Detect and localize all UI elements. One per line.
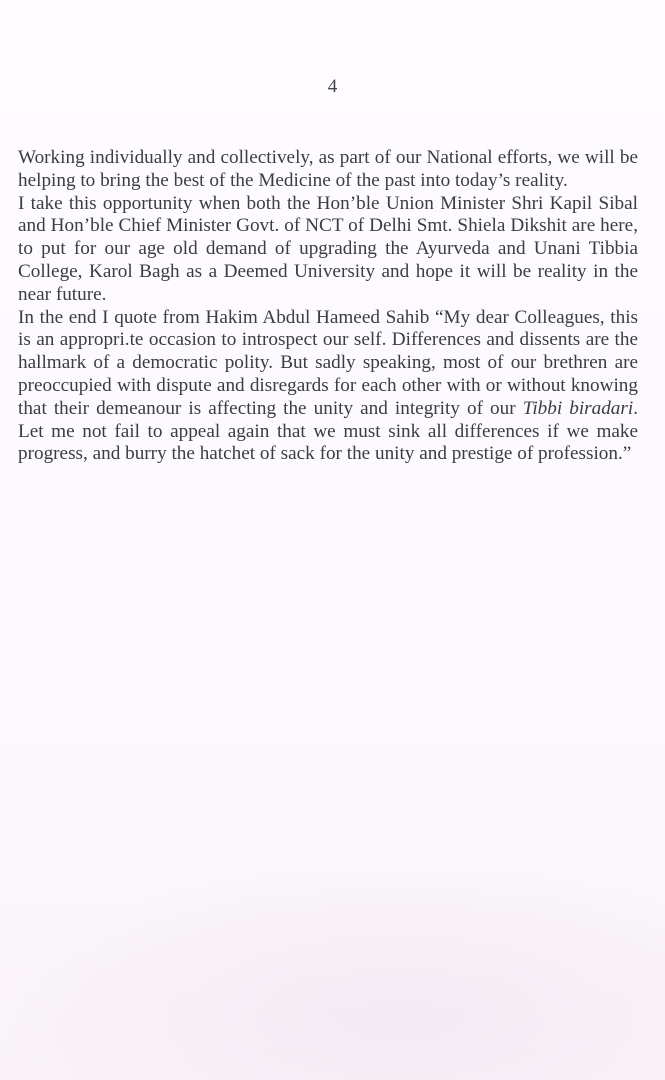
paragraph-3 bbox=[18, 307, 638, 467]
page-number: 4 bbox=[327, 76, 338, 97]
paragraph-1: Working individually and collectively, as part of our National efforts, we will be helping to bring the best of the Medicine of the past into today’s reality. bbox=[18, 147, 638, 191]
page-show-through bbox=[0, 860, 665, 1080]
paragraph-3-text-after: . Let me not fail to appeal again that we must sink all differences if we make progress, and burry the hatchet of sack for the unity and prestige of profession.” bbox=[18, 397, 638, 465]
body-text bbox=[18, 147, 638, 466]
paragraph-3-text-before: In the end I quote from Hakim Abdul Hameed Sahib “My dear Colleagues, this is an appropri.te occasion to introspect our self. Differences and dissents are the hallmark of a democratic polity. But sadly speaking, most of our brethren are preoccupied with dispute and disregards for each other with or without knowing that their demeanour is affecting the unity and integrity of our bbox=[18, 306, 638, 419]
paragraph-3-italic-phrase: Tibbi biradari bbox=[522, 397, 634, 419]
paragraph-2: I take this opportunity when both the Hon’ble Union Minister Shri Kapil Sibal and Hon’ble Chief Minister Govt. of NCT of Delhi Smt. Shiela Dikshit are here, to put for our age old demand of upgrading the Ayurveda and Unani Tibbia College, Karol Bagh as a Deemed University and hope it will be reality in the near future. bbox=[18, 192, 638, 305]
